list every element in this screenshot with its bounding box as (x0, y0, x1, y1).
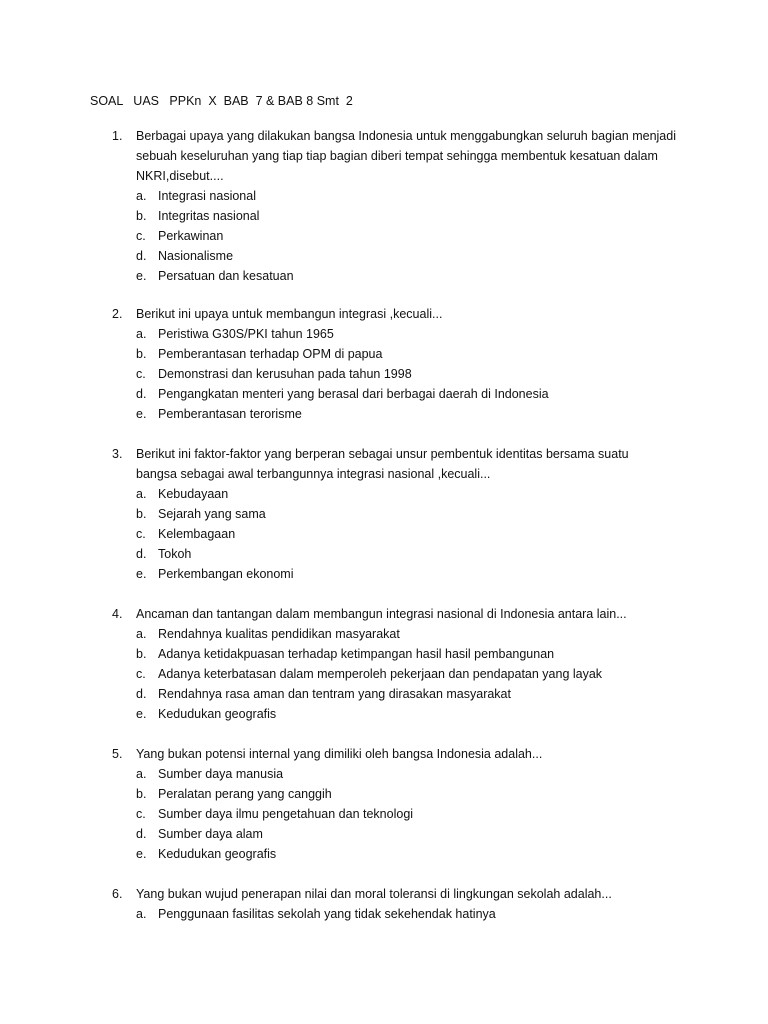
question-text (136, 604, 696, 624)
question-text-line: NKRI,disebut.... (136, 169, 224, 183)
question-text-line: Ancaman dan tantangan dalam membangun integrasi nasional di Indonesia antara lain... (136, 607, 627, 621)
option-text: Kedudukan geografis (158, 707, 277, 721)
question-number: 6. (112, 887, 123, 901)
option-letter: a. (136, 189, 147, 203)
option-text: Sejarah yang sama (158, 507, 266, 521)
question-text-line: sebuah keseluruhan yang tiap tiap bagian diberi tempat sehingga membentuk kesatuan dalam (136, 149, 658, 163)
option-text: Pengangkatan menteri yang berasal dari berbagai daerah di Indonesia (158, 387, 549, 401)
option-letter: a. (136, 627, 147, 641)
option-letter: a. (136, 487, 147, 501)
option-text: Pemberantasan terorisme (158, 407, 302, 421)
option-letter: c. (136, 367, 146, 381)
question-text (136, 126, 696, 186)
question-number: 2. (112, 307, 123, 321)
option-text: Peralatan perang yang canggih (158, 787, 332, 801)
option-letter: d. (136, 547, 147, 561)
option-letter: e. (136, 407, 147, 421)
question-number: 1. (112, 129, 123, 143)
option-letter: b. (136, 787, 147, 801)
option-text: Rendahnya kualitas pendidikan masyarakat (158, 627, 400, 641)
option-text: Adanya keterbatasan dalam memperoleh pekerjaan dan pendapatan yang layak (158, 667, 603, 681)
option-text: Sumber daya ilmu pengetahuan dan teknologi (158, 807, 414, 821)
question-number: 5. (112, 747, 123, 761)
question-text (136, 444, 696, 484)
question-text (136, 884, 696, 904)
option-text: Integrasi nasional (158, 189, 256, 203)
option-text: Persatuan dan kesatuan (158, 269, 294, 283)
document-title: SOAL UAS PPKn X BAB 7 & BAB 8 Smt 2 (90, 94, 353, 108)
option-text: Rendahnya rasa aman dan tentram yang dirasakan masyarakat (158, 687, 511, 701)
option-text: Penggunaan fasilitas sekolah yang tidak sekehendak hatinya (158, 907, 496, 921)
option-letter: d. (136, 387, 147, 401)
option-text: Nasionalisme (158, 249, 234, 263)
option-letter: b. (136, 507, 147, 521)
option-text: Sumber daya manusia (158, 767, 284, 781)
question-text (136, 744, 696, 764)
option-letter: c. (136, 807, 146, 821)
option-letter: a. (136, 767, 147, 781)
option-letter: e. (136, 847, 147, 861)
option-text: Kebudayaan (158, 487, 229, 501)
question-text-line: Berikut ini upaya untuk membangun integrasi ,kecuali... (136, 307, 443, 321)
option-letter: d. (136, 827, 147, 841)
option-text: Sumber daya alam (158, 827, 263, 841)
option-letter: c. (136, 229, 146, 243)
option-letter: c. (136, 667, 146, 681)
option-text: Kelembagaan (158, 527, 236, 541)
option-text: Adanya ketidakpuasan terhadap ketimpangan hasil hasil pembangunan (158, 647, 555, 661)
option-letter: d. (136, 687, 147, 701)
question-number: 4. (112, 607, 123, 621)
option-letter: d. (136, 249, 147, 263)
option-text: Perkembangan ekonomi (158, 567, 294, 581)
question-text-line: Yang bukan potensi internal yang dimiliki oleh bangsa Indonesia adalah... (136, 747, 543, 761)
option-letter: a. (136, 327, 147, 341)
question-text (136, 304, 696, 324)
option-letter: c. (136, 527, 146, 541)
option-text: Kedudukan geografis (158, 847, 277, 861)
question-text-line: bangsa sebagai awal terbangunnya integrasi nasional ,kecuali... (136, 467, 491, 481)
option-text: Peristiwa G30S/PKI tahun 1965 (158, 327, 334, 341)
option-text: Tokoh (158, 547, 192, 561)
option-letter: b. (136, 347, 147, 361)
option-text: Pemberantasan terhadap OPM di papua (158, 347, 383, 361)
question-text-line: Yang bukan wujud penerapan nilai dan moral toleransi di lingkungan sekolah adalah... (136, 887, 612, 901)
option-letter: e. (136, 567, 147, 581)
option-letter: a. (136, 907, 147, 921)
question-text-line: Berikut ini faktor-faktor yang berperan sebagai unsur pembentuk identitas bersama suatu (136, 447, 629, 461)
question-number: 3. (112, 447, 123, 461)
option-letter: e. (136, 269, 147, 283)
option-letter: b. (136, 647, 147, 661)
option-text: Demonstrasi dan kerusuhan pada tahun 1998 (158, 367, 412, 381)
option-letter: b. (136, 209, 147, 223)
question-text-line: Berbagai upaya yang dilakukan bangsa Indonesia untuk menggabungkan seluruh bagian menjadi (136, 129, 676, 143)
option-text: Perkawinan (158, 229, 224, 243)
option-letter: e. (136, 707, 147, 721)
option-text: Integritas nasional (158, 209, 260, 223)
